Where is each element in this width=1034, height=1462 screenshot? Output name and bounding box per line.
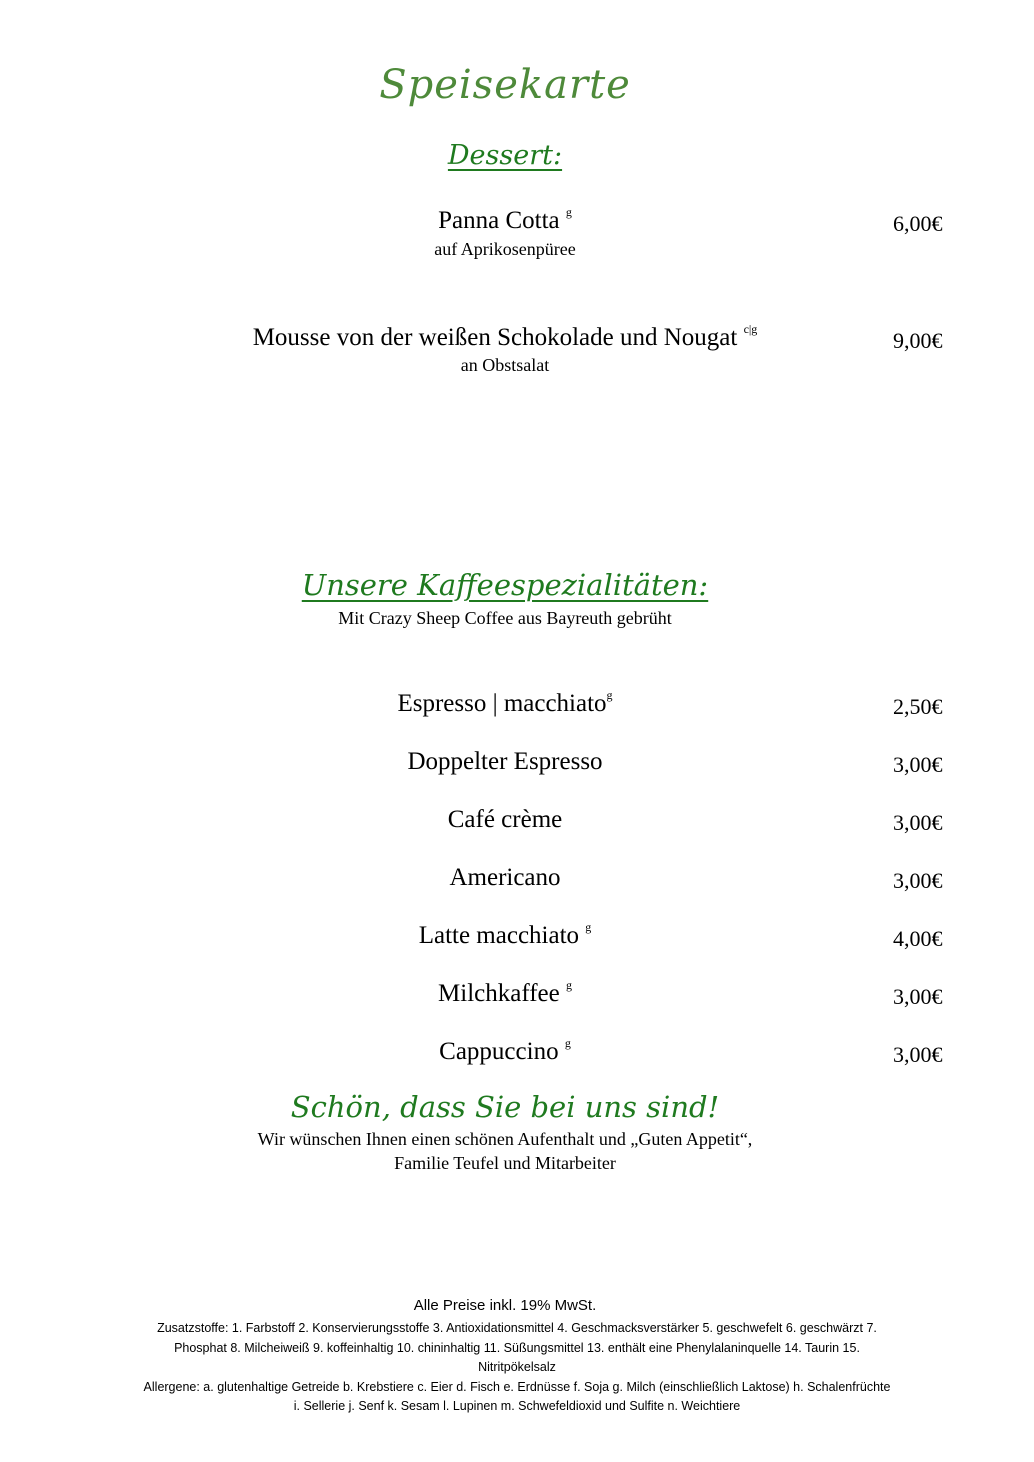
menu-item-name: Americano (449, 864, 561, 891)
menu-item-name: Cappuccino $^g$ (439, 1036, 571, 1065)
footnotes (140, 1319, 894, 1417)
menu-item-price: 3,00€ (893, 984, 943, 1009)
page-title: Speisekarte (379, 62, 631, 108)
allergen-marker: c|g (743, 322, 758, 336)
additives-list: Zusatzstoffe: 1. Farbstoff 2. Konservierungsstoffe 3. Antioxidationsmittel 4. Geschmacksverstärker 5. geschwefelt 6. geschwärzt 7. Phosphat 8. Milcheiweiß 9. koffeinhaltig 10. chininhaltig 11. Süßungsmittel 13. enthält eine Phenylalaninquelle 14. Taurin 15. Nitritpökelsalz (157, 1321, 877, 1374)
greeting-headline: Schön, dass Sie bei uns sind! (290, 1090, 720, 1124)
greeting-signature: Familie Teufel und Mitarbeiter (394, 1153, 616, 1173)
menu-item-name: Café crème (447, 806, 563, 833)
menu-item-name: Latte macchiato $^g$ (418, 920, 592, 949)
menu-item-name: Panna Cotta $^g$ (438, 205, 572, 234)
menu-item-description: auf Aprikosenpüree (434, 239, 576, 259)
menu-item-name: Doppelter Espresso (407, 748, 603, 775)
coffee-subheading: Mit Crazy Sheep Coffee aus Bayreuth gebrüht (338, 608, 672, 628)
allergen-marker: g (585, 920, 592, 934)
menu-item-price: 6,00€ (893, 211, 943, 236)
menu-item-description: an Obstsalat (460, 355, 550, 375)
menu-item-name: Espresso | macchiato$^g$ (397, 688, 613, 717)
prices-note: Alle Preise inkl. 19% MwSt. (413, 1297, 597, 1314)
menu-item-price: 9,00€ (893, 328, 943, 353)
menu-item-price: 3,00€ (893, 868, 943, 893)
allergen-marker: g (565, 205, 572, 219)
menu-item-name: Mousse von der weißen Schokolade und Nougat $^{c|g}$ (252, 322, 758, 351)
greeting-line: Wir wünschen Ihnen einen schönen Aufenthalt und „Guten Appetit“, (257, 1129, 753, 1149)
menu-item-price: 4,00€ (893, 926, 943, 951)
allergen-marker: g (564, 1036, 571, 1050)
menu-item-price: 3,00€ (893, 1042, 943, 1067)
allergens-list: Allergene: a. glutenhaltige Getreide b. Krebstiere c. Eier d. Fisch e. Erdnüsse f. Soja g. Milch (einschließlich Laktose) h. Schalenfrüchte i. Sellerie j. Senf k. Sesam l. Lupinen m. Schwefeldioxid und Sulfite n. Weichtiere (143, 1379, 891, 1413)
coffee-heading: Unsere Kaffeespezialitäten: (301, 568, 709, 602)
menu-item-price: 3,00€ (893, 810, 943, 835)
menu-item-price: 2,50€ (893, 694, 943, 719)
dessert-heading: Dessert: (447, 140, 563, 171)
menu-item-name: Milchkaffee $^g$ (438, 978, 572, 1007)
allergen-marker: g (606, 688, 613, 702)
menu-item-price: 3,00€ (893, 752, 943, 777)
allergen-marker: g (565, 978, 572, 992)
